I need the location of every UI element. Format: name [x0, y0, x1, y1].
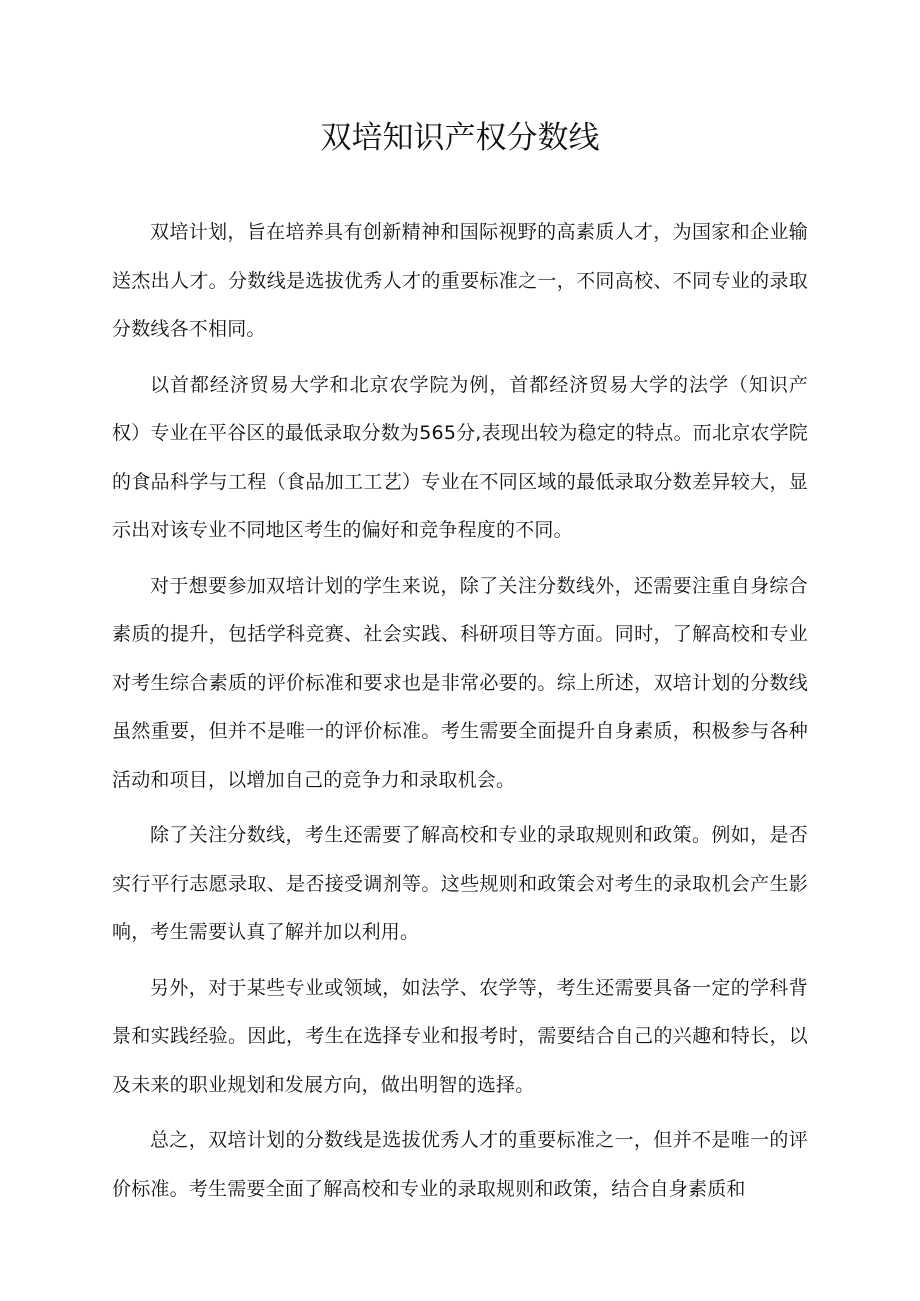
paragraph: 对于想要参加双培计划的学生来说，除了关注分数线外，还需要注重自身综合素质的提升，包括学科竞赛、社会实践、科研项目等方面。同时，了解高校和专业对考生综合素质的评价标准和要求也是非常必要的。综上所述，双培计划的分数线虽然重要，但并不是唯一的评价标准。考生需要全面提升自身素质，积极参与各种活动和项目，以增加自己的竞争力和录取机会。	[112, 574, 808, 791]
paragraph: 以首都经济贸易大学和北京农学院为例，首都经济贸易大学的法学（知识产权）专业在平谷区的最低录取分数为565分,表现出较为稳定的特点。而北京农学院的食品科学与工程（食品加工工艺）专业在不同区域的最低录取分数差异较大，显示出对该专业不同地区考生的偏好和竞争程度的不同。	[112, 373, 808, 541]
paragraph: 另外，对于某些专业或领域，如法学、农学等，考生还需要具备一定的学科背景和实践经验。因此，考生在选择专业和报考时，需要结合自己的兴趣和特长，以及未来的职业规划和发展方向，做出明智的选择。	[112, 976, 808, 1096]
document-body	[112, 208, 808, 1220]
document-title: 双培知识产权分数线	[320, 120, 600, 156]
paragraph: 除了关注分数线，考生还需要了解高校和专业的录取规则和政策。例如，是否实行平行志愿录取、是否接受调剂等。这些规则和政策会对考生的录取机会产生影响，考生需要认真了解并加以利用。	[112, 824, 808, 943]
paragraph: 总之，双培计划的分数线是选拔优秀人才的重要标准之一，但并不是唯一的评价标准。考生需要全面了解高校和专业的录取规则和政策，结合自身素质和	[112, 1129, 808, 1200]
paragraph: 双培计划，旨在培养具有创新精神和国际视野的高素质人才，为国家和企业输送杰出人才。分数线是选拔优秀人才的重要标准之一，不同高校、不同专业的录取分数线各不相同。	[112, 221, 808, 340]
